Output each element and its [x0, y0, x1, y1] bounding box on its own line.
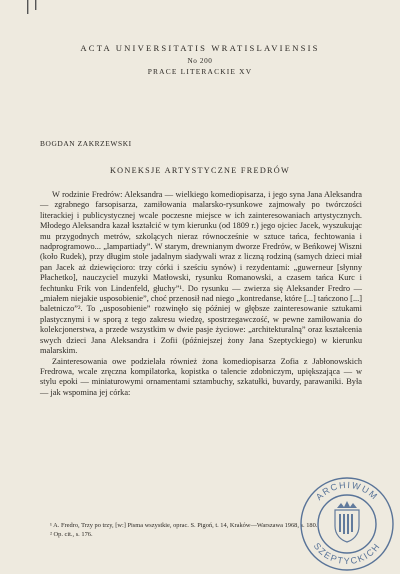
series-title: PRACE LITERACKIE XV — [147, 67, 253, 76]
journal-name: ACTA UNIVERSITATIS WRATISLAVIENSIS — [80, 43, 320, 53]
footnote: ² Op. cit., s. 176. — [50, 530, 93, 538]
stamp-bottom-text: SZEPTYCKICH — [311, 540, 383, 567]
article-title: KONEKSJE ARTYSTYCZNE FREDRÓW — [109, 166, 291, 175]
body-paragraph: Zainteresowania owe podzielała również żona komediopisarza Zofia z Jabłonowskich Fredrowa, wcale zręczna kompilatorka, kopistka o talencie zdobniczym, upiększająca — w stylu epoki — miniaturowymi ornamentami sztambuchy, szkatułki, buvardy, parawaniki. Była — jak wspomina jej córka: — [40, 356, 362, 397]
stamp-top-text: ARCHIWUM — [313, 479, 381, 503]
stamp-crest-icon — [335, 501, 359, 542]
article-body — [40, 190, 362, 398]
issue-number: No 200 — [187, 57, 213, 65]
body-paragraph: W rodzinie Fredrów: Aleksandra — wielkiego komediopisarza, i jego syna Jana Aleksandra — zgrabnego farsopisarza, zamiłowania malarsko-rysunkowe zajmowały po twórczości literackiej i publicystycznej wcale poczesne miejsce w ich zainteresowaniach artystycznych. Młodego Aleksandra kazał kształcić w tym kierunku (od 1809 r.) jego ojciec Jacek, wyszukując mu przygodnych metrów, szkolących nieraz równocześnie w sztuce tańca, fechtowania i nadprogramowo... „lampartiady”. W starym, drewnianym dworze Fredrów, w Beńkowej Wiszni (koło Rudek), przy długim stole jadalnym siadywali wraz z liczną rodziną (samych dzieci miał pan Jacek aż dziewięcioro: trzy córki i sześciu synów) i rezydentami: „guwerneur [słynny Płachetko], nauczyciel muzyki Matłowski, rysunku Romanowski, a czasem tańca Kurc i fechtunku Frik von Lindenfeld, głuchy”¹. Do rysunku — zwierza się Aleksander Fredro — „miałem niejakie usposobienie”, choć przenosił nad niego „kontredanse, które [...] tańczono [...] baletniczo”². To „usposobienie” rozwinęło się później w głębsze zainteresowanie sztukami plastycznymi i w sporą z tego zakresu wiedzę, spostrzegawczość, w pewne zamiłowania do kolekcjonerstwa, a przede wszystkim w dwie pasje życiowe: „architekturalną” oraz kształcenia swych dzieci Jana Aleksandra i Zofii (późniejszej żony Jana Szeptyckiego) w kierunku malarskim. — [40, 190, 362, 356]
scan-margin-marks — [24, 0, 44, 18]
article-author: BOGDAN ZAKRZEWSKI — [40, 139, 132, 148]
footnote: ¹ A. Fredro, Trzy po trzy, [w:] Pisma wszystkie, oprac. S. Pigoń, t. 14, Kraków—Warszawa 1968, s. 180. — [50, 522, 318, 529]
archive-stamp — [297, 474, 397, 574]
